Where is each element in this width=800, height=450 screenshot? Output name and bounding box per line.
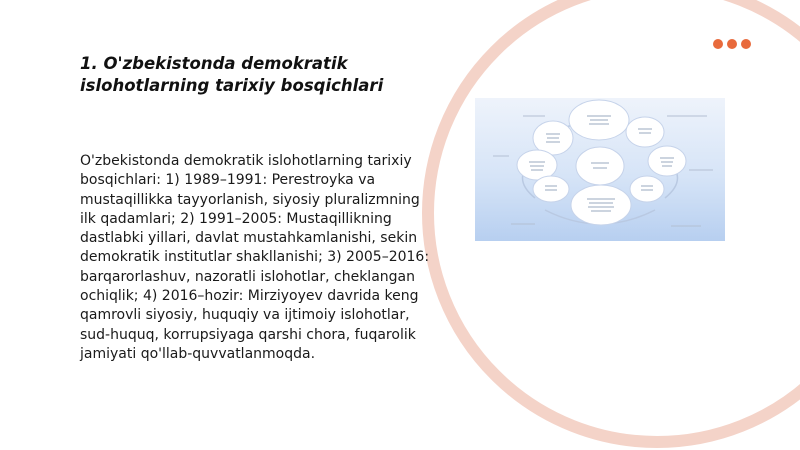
accent-dot xyxy=(741,39,751,49)
accent-dot xyxy=(713,39,723,49)
ellipsis-dots-icon xyxy=(713,39,751,49)
slide-title: 1. O'zbekistonda demokratik islohotlarning tarixiy bosqichlari xyxy=(80,54,384,95)
cycle-diagram-image xyxy=(475,98,725,241)
cycle-diagram-graphic xyxy=(475,98,725,241)
accent-dot xyxy=(727,39,737,49)
slide-body-text: O'zbekistonda demokratik islohotlarning tarixiy bosqichlari: 1) 1989–1991: Perestroyka va mustaqillikka tayyorlanish, siyosiy pluralizmning ilk qadamlari; 2) 1991–2005: Mustaqillikning dastlabki yillari, davlat mustahkamlanishi, sekin demokratik institutlar shakllanishi; 3) 2005–2016: barqarorlashuv, nazoratli islohotlar, cheklangan ochiqlik; 4) 2016–hozir: Mirziyoyev davrida keng qamrovli siyosiy, huquqiy va ijtimoiy islohotlar, sud-huquq, korrupsiyaga qarshi chora, fuqarolik jamiyati qo'llab-quvvatlanmoqda. xyxy=(80,153,430,362)
